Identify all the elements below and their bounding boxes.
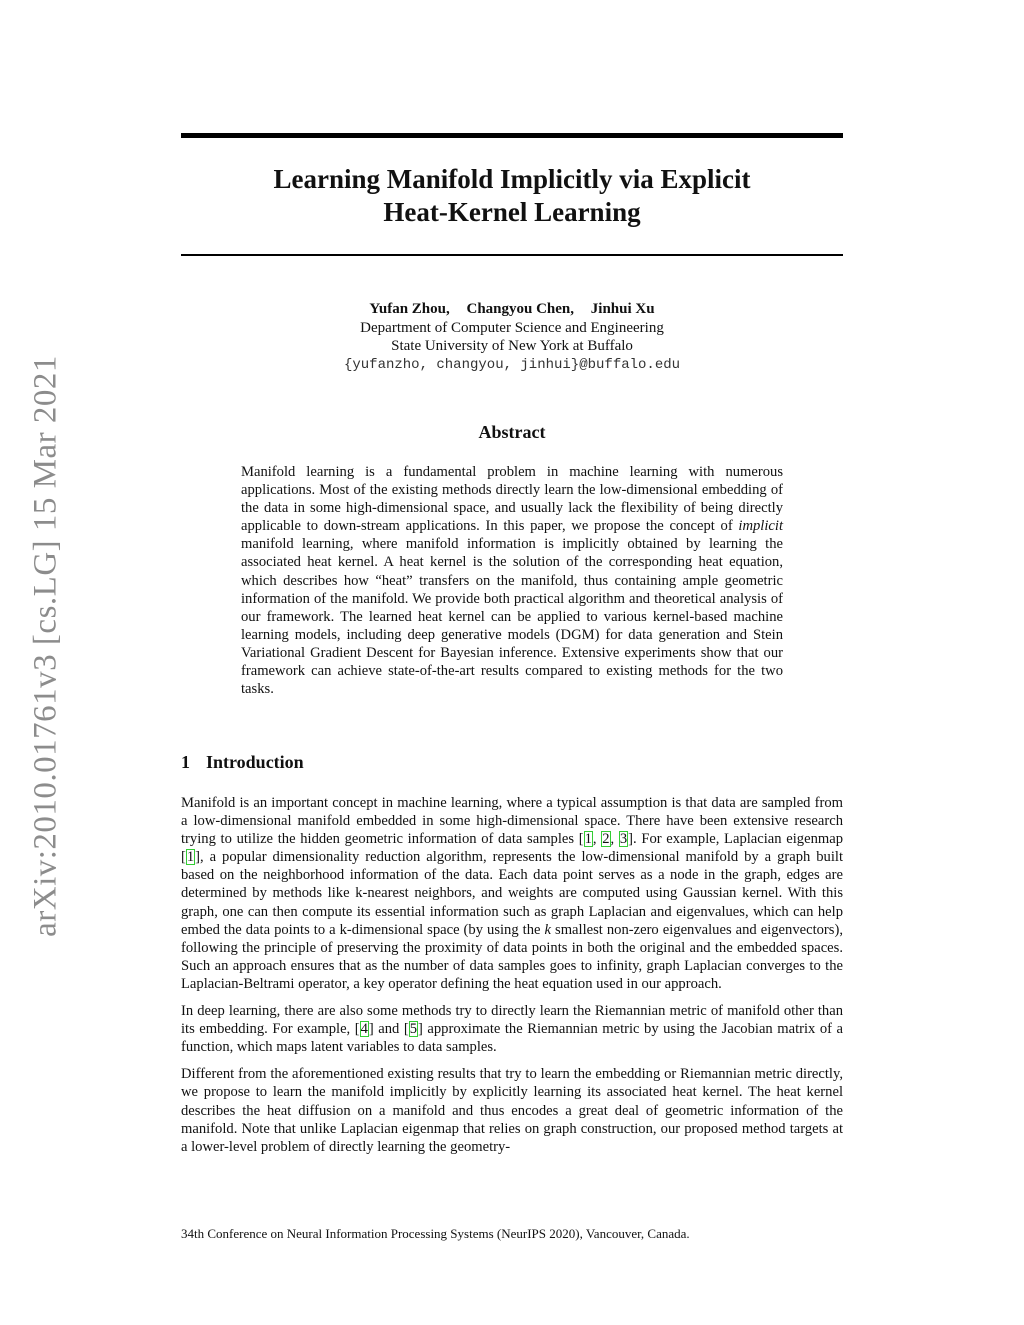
text-run: Manifold is an important concept in machine learning, where a typical assumption is that data are sampled from a low-dimensional manifold embedded in some high-dimensional space. There have been extensive research trying to utilize the hidden geometric information of data samples [: [181, 795, 843, 848]
text-run: ,: [610, 831, 619, 848]
citation-link[interactable]: 1: [186, 849, 195, 866]
text-run: smallest non-zero eigenvalues and eigenvectors), following the principle of preserving the proximity of data points in both the original and the embedded spaces. Such an approach ensures that as the number of data samples goes to infinity, graph Laplacian converges to the Laplacian-Beltrami operator, a key operator defining the heat equation used in our approach.: [181, 921, 843, 992]
title-rule-bottom: [181, 254, 843, 256]
abstract-text-part: Manifold learning is a fundamental problem in machine learning with numerous applications. Most of the existing methods directly learn the low-dimensional embedding of the data in some high-dimensional space, and usually lack the flexibility of being directly applicable to down-stream applications. In this paper, we propose the concept of: [241, 464, 783, 535]
citation-link[interactable]: 2: [602, 831, 610, 848]
introduction-body: [181, 794, 843, 1165]
abstract-italic-term: implicit: [738, 518, 783, 535]
citation-link[interactable]: 1: [584, 831, 592, 848]
author-name: Yufan Zhou,: [369, 301, 450, 317]
abstract-text-part: manifold learning, where manifold information is implicitly obtained by learning the associated heat kernel. A heat kernel is the solution of the corresponding heat equation, which describes how “heat” transfers on the manifold, thus containing ample geometric information of the manifold. We provide both practical algorithm and theoretical analysis of our framework. The learned heat kernel can be applied to various kernel-based machine learning models, including deep generative models (DGM) for data generation and Stein Variational Gradient Descent for Bayesian inference. Extensive experiments show that our framework can achieve state-of-the-art results compared to existing methods for the two tasks.: [241, 536, 783, 698]
university: State University of New York at Buffalo: [391, 338, 633, 354]
section-number: 1: [181, 752, 190, 772]
author-names: [181, 300, 843, 319]
text-run: ] approximate the Riemannian metric by using the Jacobian matrix of a function, which maps latent variables to data samples.: [181, 1021, 844, 1056]
citation-link[interactable]: 5: [409, 1021, 418, 1038]
paper-title: [181, 163, 843, 229]
title-line-1: Learning Manifold Implicitly via Explicit: [273, 164, 751, 194]
text-run: ,: [592, 831, 602, 848]
section-heading-introduction: [181, 752, 304, 773]
arxiv-stamp: arXiv:2010.01761v3 [cs.LG] 15 Mar 2021: [27, 355, 64, 937]
intro-paragraph-3: Different from the aforementioned existing results that try to learn the embedding or Riemannian metric directly, we propose to learn the manifold implicitly by explicitly learning its associated heat kernel. The heat kernel describes the heat diffusion on a manifold and thus encodes a great deal of geometric information of the manifold. Note that unlike Laplacian eigenmap that relies on graph construction, our proposed method targets at a lower-level problem of directly learning the geometry-: [181, 1066, 843, 1155]
author-name: Jinhui Xu: [590, 301, 655, 317]
intro-paragraph-1: [181, 794, 843, 993]
author-name: Changyou Chen,: [466, 301, 575, 317]
conference-footnote: 34th Conference on Neural Information Processing Systems (NeurIPS 2020), Vancouver, Canada.: [181, 1226, 690, 1241]
text-run: ]. For example, Laplacian eigenmap [: [181, 831, 843, 866]
title-rule-top: [181, 133, 843, 138]
text-run: ] and [: [368, 1021, 409, 1038]
text-run: ], a popular dimensionality reduction algorithm, represents the low-dimensional manifold by a graph built based on the neighborhood information of the data. Each data point serves as a node in the graph, edges are determined by methods like k-nearest neighbors, and weights are computed using Gaussian kernel. With this graph, one can then compute its essential information such as graph Laplacian and eigenvalues, which can help embed the data points to a k-dimensional space (by using the: [181, 849, 843, 938]
text-run: In deep learning, there are also some methods try to directly learn the Riemannian metric of manifold other than its embedding. For example, [: [181, 1003, 843, 1038]
department: Department of Computer Science and Engineering: [360, 319, 664, 336]
abstract-text: [241, 463, 783, 698]
abstract-heading: Abstract: [478, 422, 546, 442]
author-block: [181, 300, 843, 374]
intro-paragraph-2: [181, 1002, 843, 1056]
math-variable: k: [544, 921, 551, 938]
title-line-2: Heat-Kernel Learning: [383, 197, 641, 227]
section-title: Introduction: [206, 752, 304, 772]
email-address: {yufanzho, changyou, jinhui}@buffalo.edu: [343, 356, 681, 373]
citation-link[interactable]: 4: [360, 1021, 368, 1038]
citation-link[interactable]: 3: [619, 831, 628, 848]
